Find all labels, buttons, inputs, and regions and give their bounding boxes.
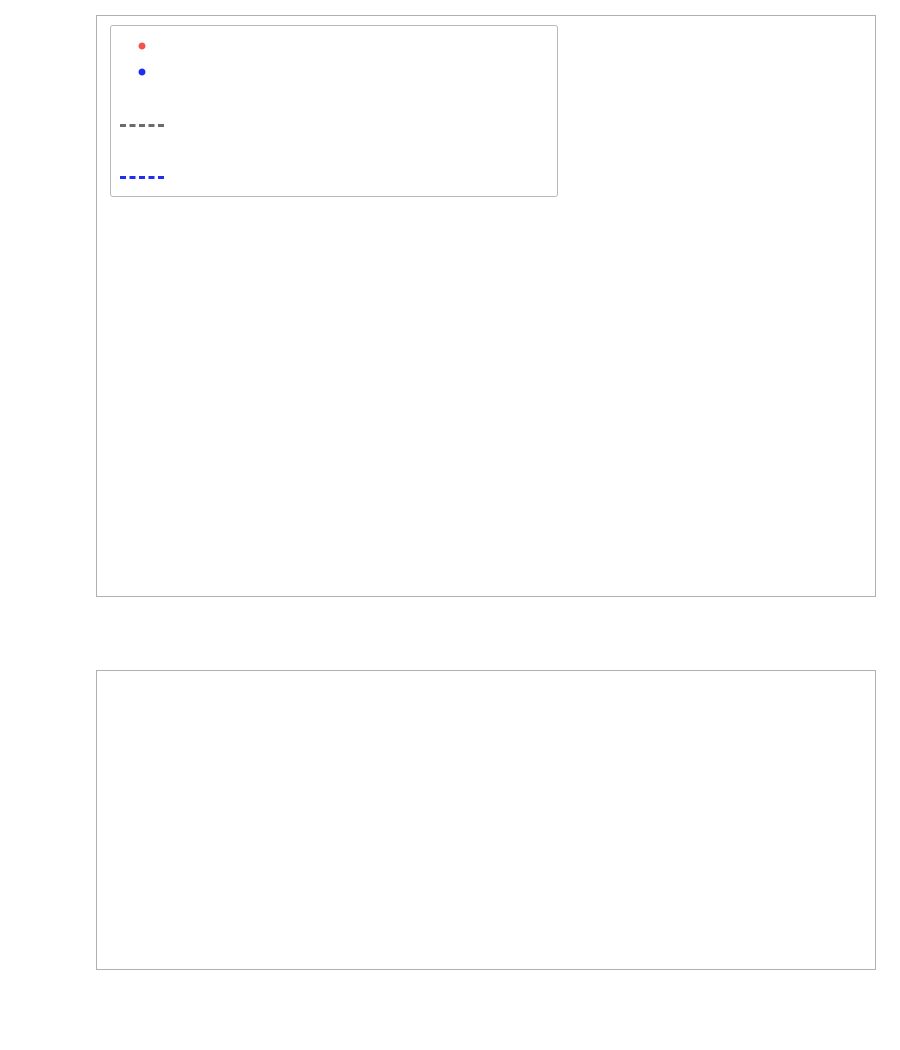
legend-marker-corrected (120, 65, 164, 79)
legend-item-raw (120, 33, 548, 59)
legend-item-corrected (120, 59, 548, 85)
fit-residuals-plot (96, 670, 876, 970)
fit-residuals-panel (0, 650, 900, 1050)
legend-marker-fit (120, 169, 164, 183)
legend-marker-raw (120, 39, 164, 53)
legend-item-platepar (120, 85, 548, 163)
legend-marker-platepar (120, 117, 164, 131)
legend-item-fit (120, 163, 548, 189)
legend-top (110, 25, 558, 197)
